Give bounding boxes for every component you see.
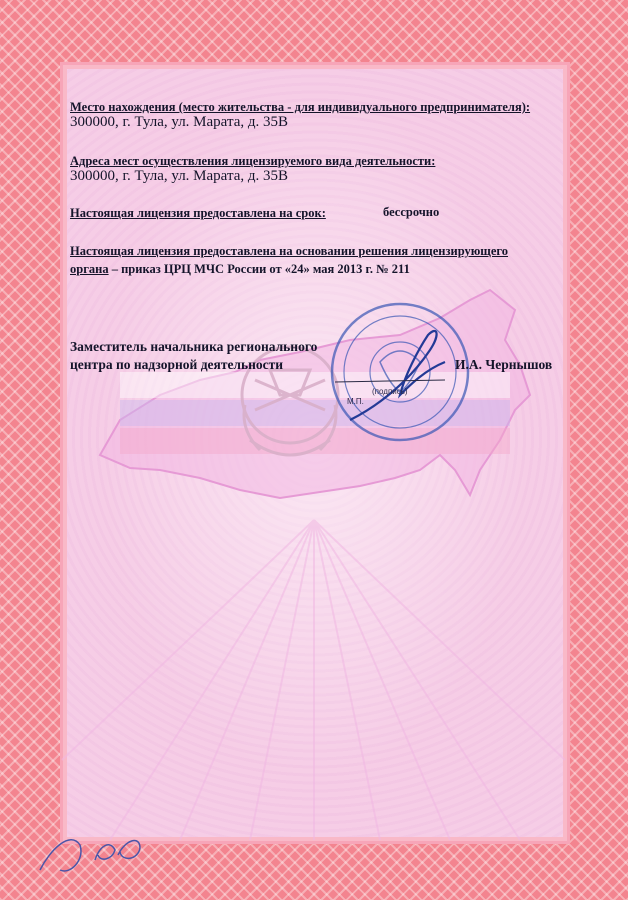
activity-addresses-value: 300000, г. Тула, ул. Марата, д. 35В xyxy=(70,168,288,184)
term-label: Настоящая лицензия предоставлена на срок: xyxy=(70,206,326,220)
basis-label-line1: Настоящая лицензия предоставлена на основании решения лицензирующего xyxy=(70,244,509,258)
corner-initials-icon xyxy=(40,840,140,871)
basis-line2 xyxy=(70,260,410,278)
term-value: бессрочно xyxy=(383,205,440,219)
stamp-caption: М.П. xyxy=(347,397,364,406)
signatory-name: И.А. Чернышов xyxy=(455,357,553,372)
signatory-title-line2: центра по надзорной деятельности xyxy=(70,357,284,372)
location-label: Место нахождения (место жительства - для индивидуального предпринимателя): xyxy=(70,100,531,114)
activity-addresses-label: Адреса мест осуществления лицензируемого вида деятельности: xyxy=(70,154,436,168)
flag-stripe-blue xyxy=(120,400,510,426)
signature-caption: (подпись) xyxy=(372,387,408,396)
basis-label-line2: органа xyxy=(70,262,109,276)
signatory-title-line1: Заместитель начальника регионального xyxy=(70,339,318,354)
basis-value: – приказ ЦРЦ МЧС России от «24» мая 2013 г. № 211 xyxy=(108,262,410,276)
location-value: 300000, г. Тула, ул. Марата, д. 35В xyxy=(70,114,288,130)
sunburst-rays xyxy=(62,520,565,840)
